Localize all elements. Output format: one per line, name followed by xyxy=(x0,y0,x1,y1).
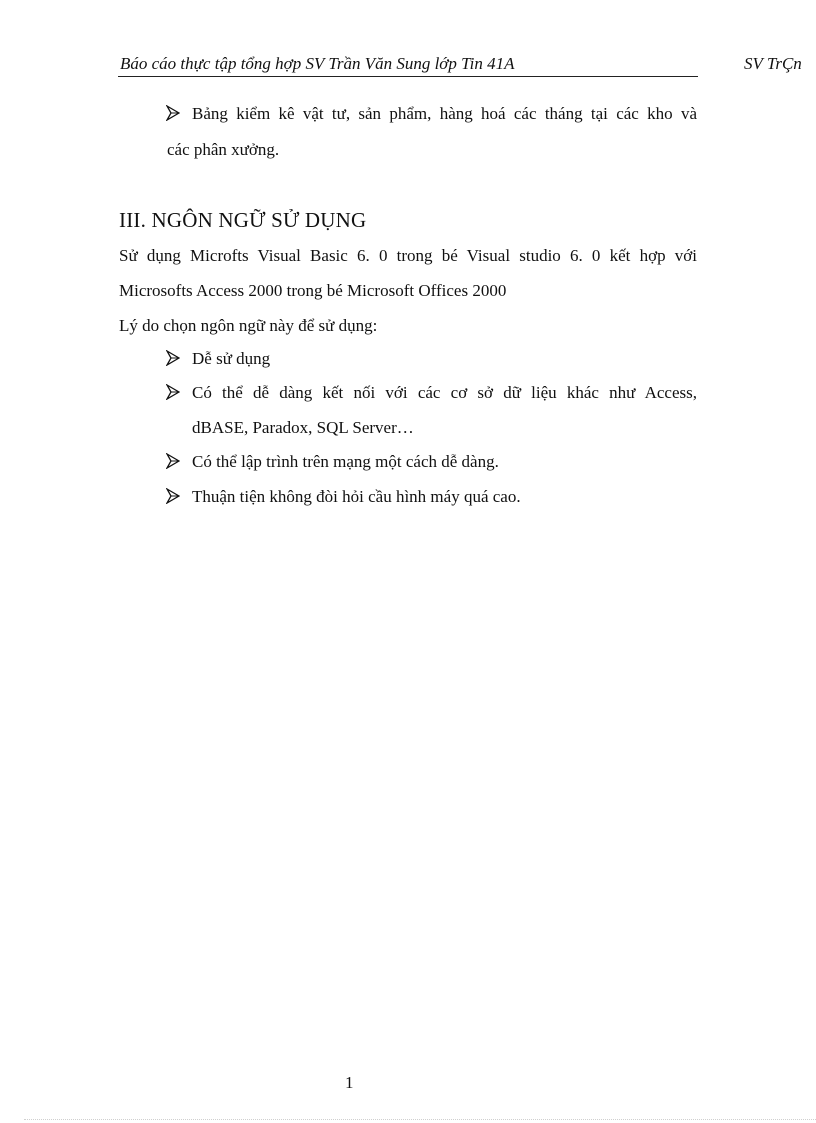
arrow-bullet-icon xyxy=(166,350,180,366)
reason-intro: Lý do chọn ngôn ngữ này để sử dụng: xyxy=(119,316,378,335)
page-header-rule xyxy=(118,76,698,77)
reason-item-network xyxy=(192,445,499,479)
page-bottom-border xyxy=(24,1119,816,1120)
reason-item-text: Có thể lập trình trên mạng một cách dễ dàng. xyxy=(192,452,499,471)
reason-item-easy xyxy=(192,342,270,376)
bullet-item-continuation: các phân xưởng. xyxy=(167,140,280,159)
reason-item-text: Có thể dễ dàng kết nối với các cơ sở dữ liệu khác như Access, xyxy=(192,383,697,402)
arrow-bullet-icon xyxy=(166,453,180,469)
section-paragraph-line: Microsofts Access 2000 trong bé Microsoft Offices 2000 xyxy=(119,281,507,300)
bullet-item-text: Bảng kiểm kê vật tư, sản phẩm, hàng hoá các tháng tại các kho và xyxy=(192,104,697,123)
reason-item-connect xyxy=(192,376,697,410)
arrow-bullet-icon xyxy=(166,384,180,400)
section-paragraph-line: Sử dụng Microfts Visual Basic 6. 0 trong bé Visual studio 6. 0 kết hợp với xyxy=(119,246,697,265)
bullet-item-inventory xyxy=(192,97,697,131)
page-header-author: SV TrÇn xyxy=(744,54,802,73)
reason-item-continuation: dBASE, Paradox, SQL Server… xyxy=(192,418,414,437)
arrow-bullet-icon xyxy=(166,488,180,504)
page-number: 1 xyxy=(345,1073,354,1092)
arrow-bullet-icon xyxy=(166,105,180,121)
reason-item-text: Dễ sử dụng xyxy=(192,349,271,368)
reason-item-hardware xyxy=(192,480,521,514)
page-header-title: Báo cáo thực tập tổng hợp SV Trần Văn Sung lớp Tin 41A xyxy=(120,54,515,73)
reason-item-text: Thuận tiện không đòi hỏi cầu hình máy quá cao. xyxy=(192,487,521,506)
section-heading: III. NGÔN NGỮ SỬ DỤNG xyxy=(119,208,367,232)
